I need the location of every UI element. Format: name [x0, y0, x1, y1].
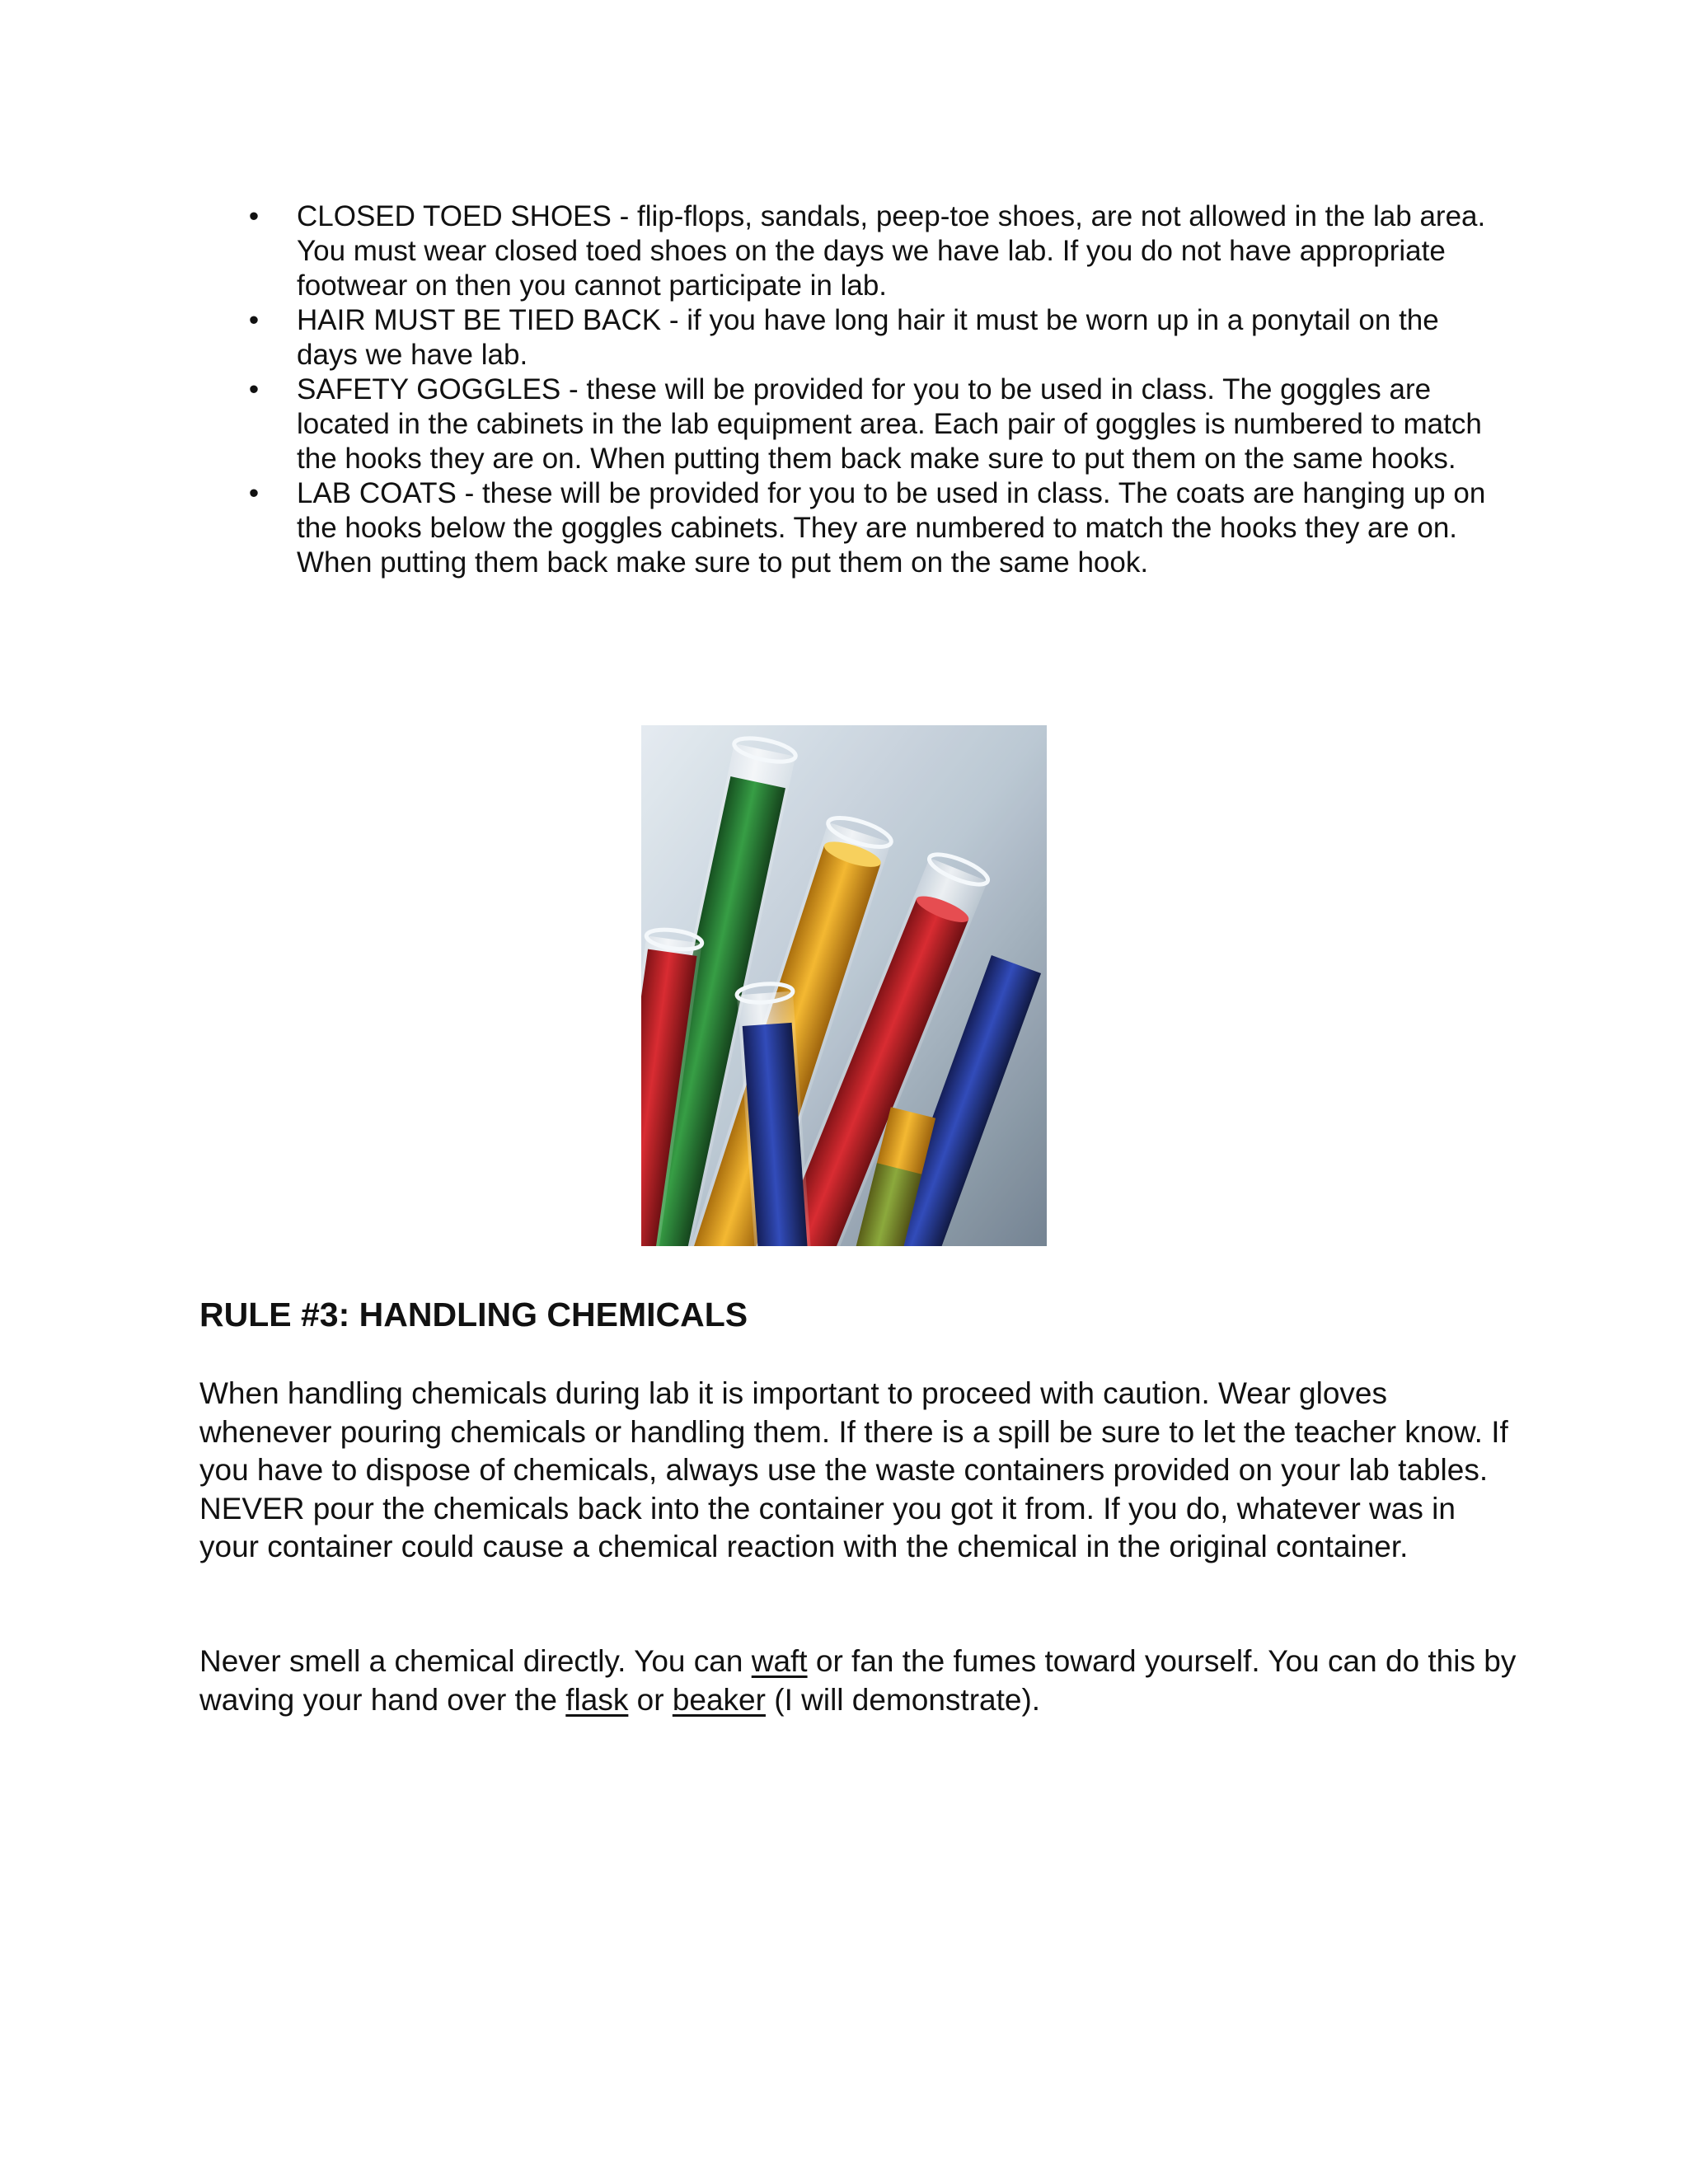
waft-link[interactable]: waft — [751, 1644, 808, 1678]
beaker-link[interactable]: beaker — [672, 1682, 766, 1717]
list-item-text: SAFETY GOGGLES - these will be provided for you to be used in class. The goggles are located in the cabinets in the lab equipment area. Each pair of goggles is numbered to match the hooks they are on. When putting them back make sure to put them on the same hooks. — [297, 373, 1482, 475]
list-item-text: LAB COATS - these will be provided for you to be used in class. The coats are hanging up on the hooks below the goggles cabinets. They are numbered to match the hooks they are on. When putting them back make sure to put them on the same hook. — [297, 477, 1486, 579]
flask-link[interactable]: flask — [565, 1682, 629, 1717]
bullet-icon: • — [248, 304, 260, 336]
safety-gear-list — [246, 199, 1498, 580]
list-item — [246, 199, 1498, 303]
bullet-icon: • — [248, 477, 260, 509]
list-item — [246, 303, 1498, 373]
list-item — [246, 373, 1498, 476]
bullet-icon: • — [248, 200, 260, 232]
handling-paragraph: When handling chemicals during lab it is important to proceed with caution. Wear gloves whenever pouring chemicals or handling them. If there is a spill be sure to let the teacher know. If you have to dispose of chemicals, always use the waste containers provided on your lab tables. NEVER pour the chemicals back into the container you got it from. If you do, whatever was in your container could cause a chemical reaction with the chemical in the original container. — [199, 1376, 1508, 1563]
paragraph-text: Never smell a chemical directly. You can — [199, 1644, 752, 1678]
paragraph-text: or fan the fumes toward yourself. You can do this by waving your hand over the — [199, 1644, 1517, 1717]
paragraph-text: or — [628, 1682, 673, 1717]
test-tubes-photo — [641, 725, 1047, 1246]
rule-heading: RULE #3: HANDLING CHEMICALS — [199, 1296, 748, 1333]
smell-paragraph — [199, 1643, 1518, 1719]
list-item-text: HAIR MUST BE TIED BACK - if you have long hair it must be worn up in a ponytail on the days we have lab. — [297, 304, 1439, 371]
list-item — [246, 476, 1498, 580]
paragraph-text: (I will demonstrate). — [765, 1682, 1041, 1717]
bullet-icon: • — [248, 373, 260, 405]
list-item-text: CLOSED TOED SHOES - flip-flops, sandals, peep-toe shoes, are not allowed in the lab area. You must wear closed toed shoes on the days we have lab. If you do not have appropriate footwear on then you cannot participate in lab. — [297, 200, 1486, 302]
